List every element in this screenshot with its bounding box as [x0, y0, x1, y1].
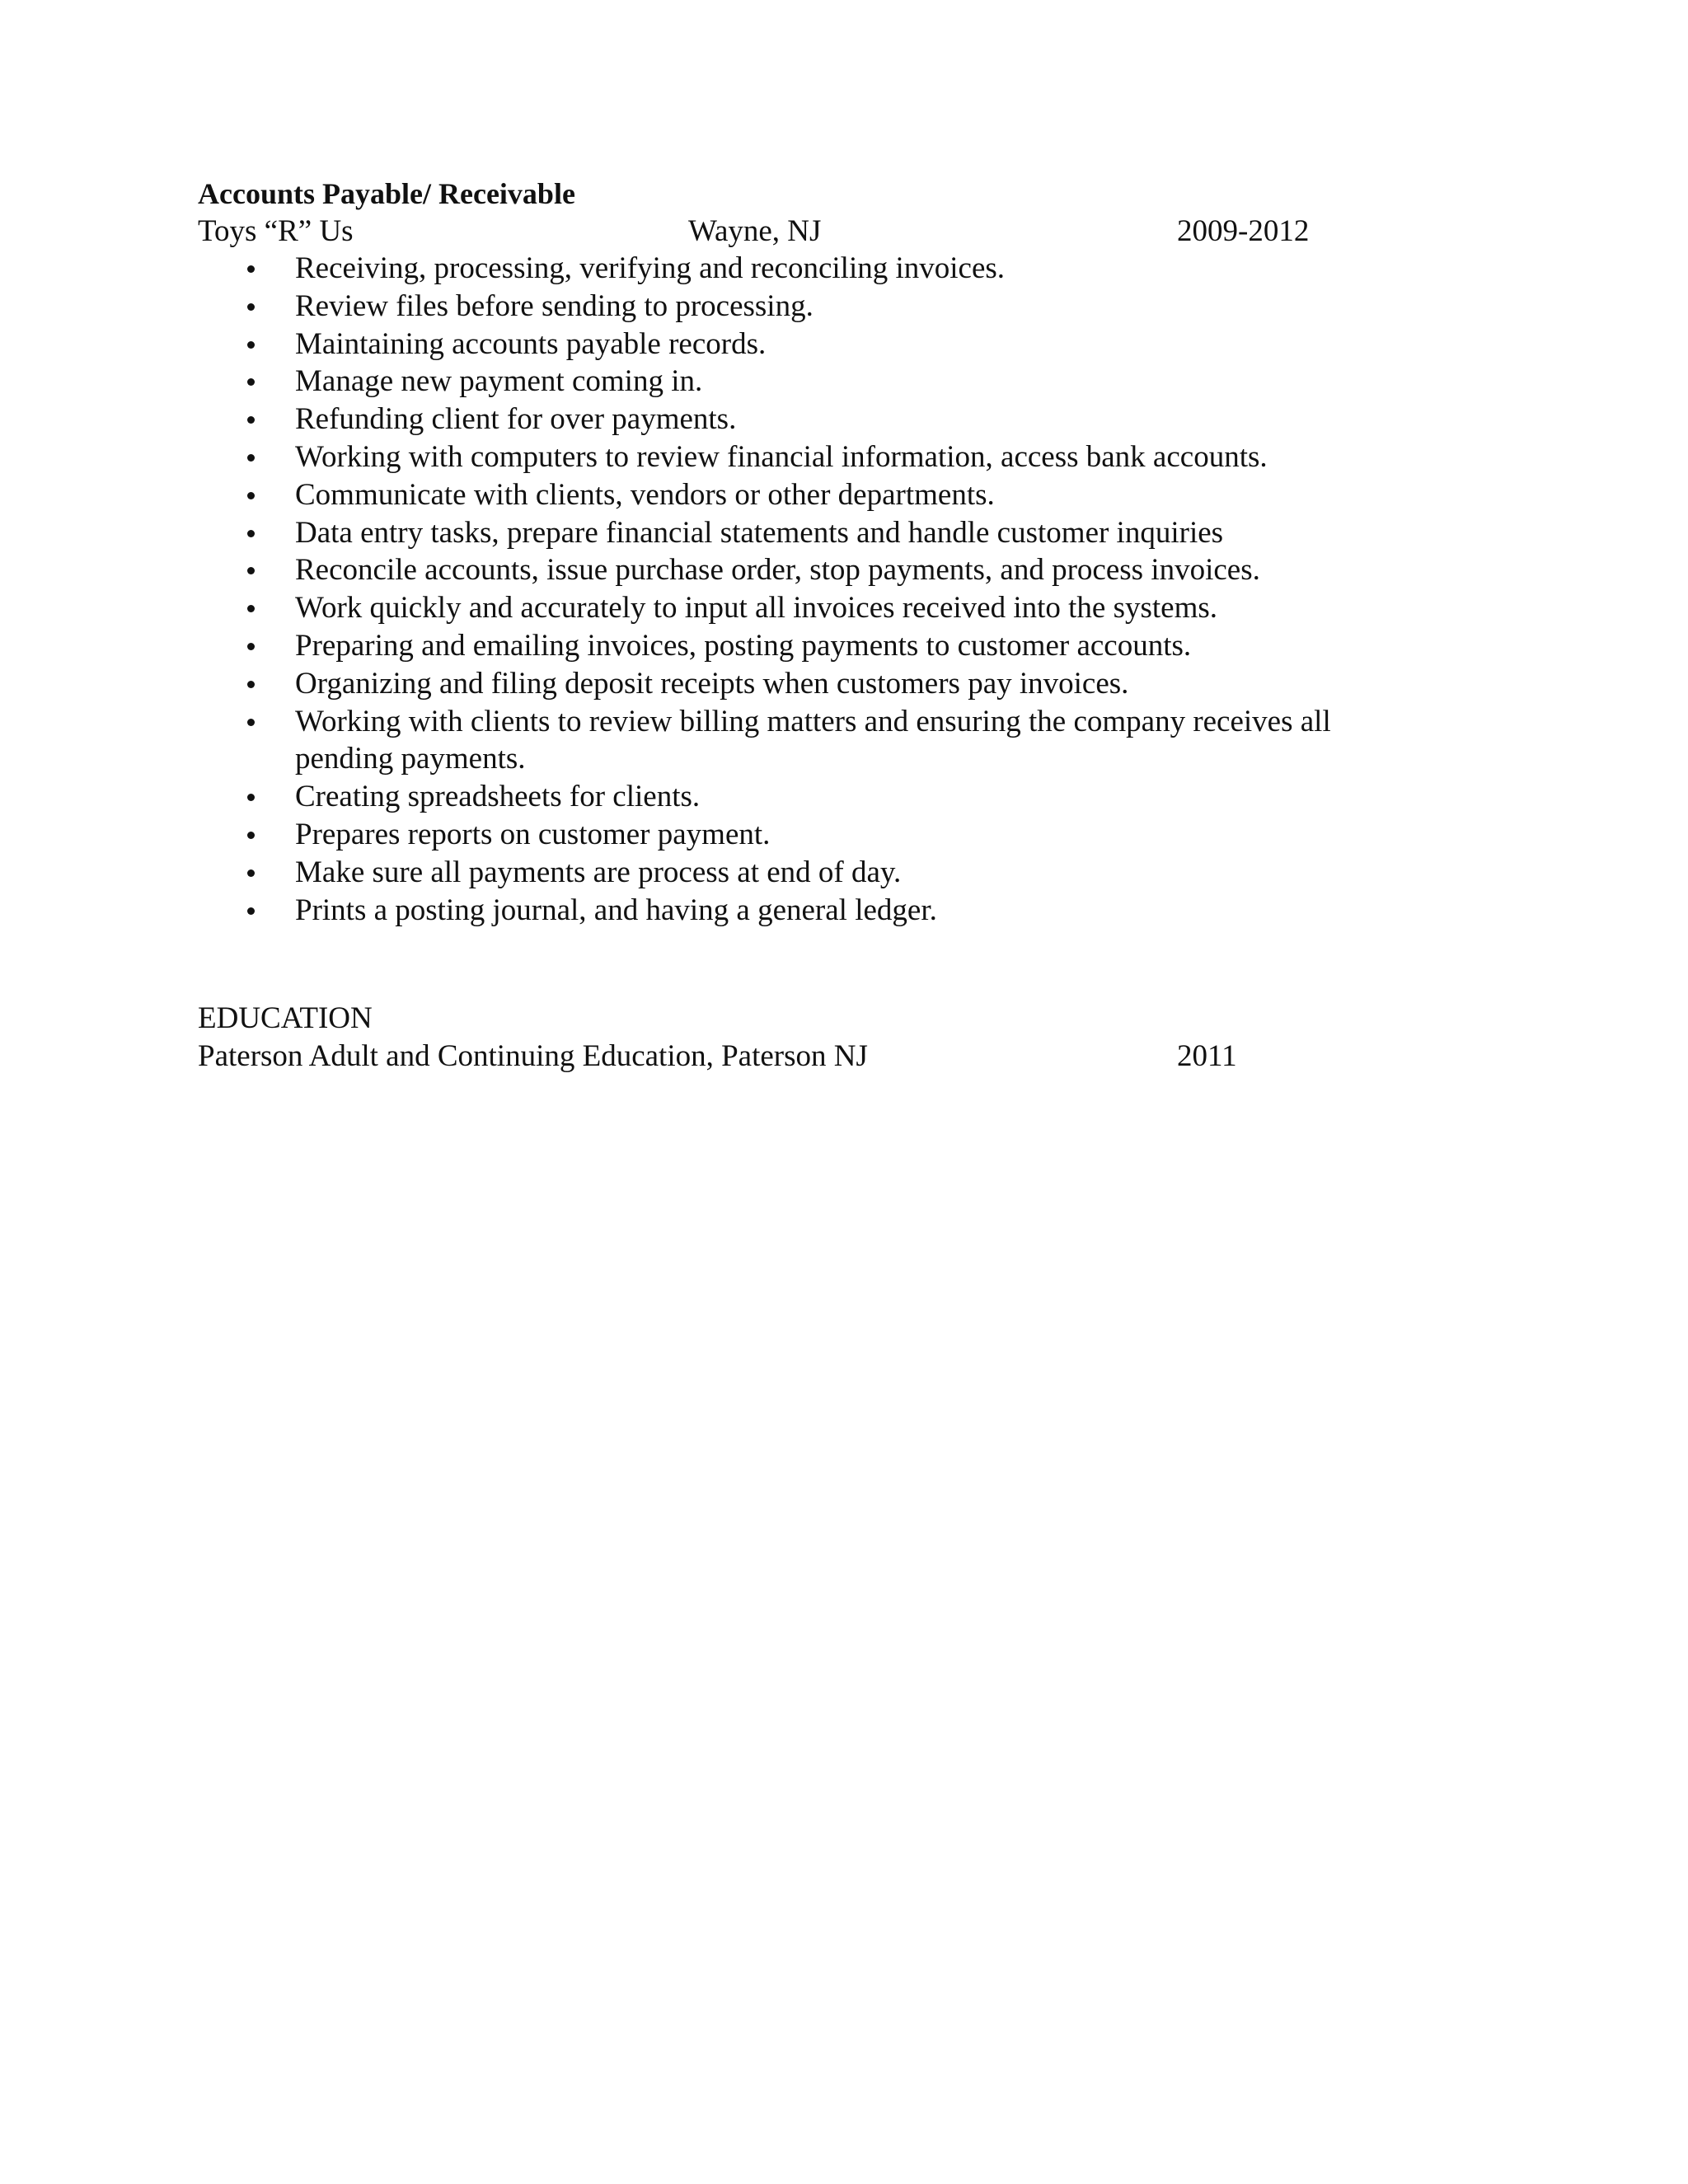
- duty-text: Data entry tasks, prepare financial statements and handle customer inquiries: [295, 515, 1224, 550]
- bullet-icon: [247, 605, 255, 612]
- bullet-icon: [247, 643, 255, 650]
- bullet-icon: [247, 681, 255, 688]
- duty-text: Working with computers to review financial information, access bank accounts.: [295, 439, 1268, 474]
- duty-text: Communicate with clients, vendors or other departments.: [295, 477, 995, 512]
- job-info-row: [198, 213, 1434, 251]
- duty-item: [198, 514, 1409, 552]
- bullet-icon: [247, 492, 255, 499]
- duty-text: Prepares reports on customer payment.: [295, 817, 771, 851]
- bullet-icon: [247, 794, 255, 801]
- duty-item: [198, 892, 1409, 930]
- duty-text: Prints a posting journal, and having a general ledger.: [295, 893, 937, 927]
- duty-item: [198, 476, 1409, 514]
- bullet-icon: [247, 265, 255, 273]
- duties-list: [198, 250, 1409, 929]
- duty-item: [198, 438, 1409, 476]
- duty-item: [198, 363, 1409, 401]
- school-name: Paterson Adult and Continuing Education, Paterson NJ: [198, 1039, 868, 1073]
- duty-item: [198, 854, 1409, 892]
- duty-item: [198, 816, 1409, 854]
- duty-item: [198, 627, 1409, 665]
- duty-text: Make sure all payments are process at end of day.: [295, 855, 902, 889]
- duty-text: Maintaining accounts payable records.: [295, 326, 767, 361]
- employer-name: Toys “R” Us: [198, 214, 354, 248]
- education-row: [198, 1038, 1352, 1076]
- bullet-icon: [247, 454, 255, 462]
- duty-text: Work quickly and accurately to input all invoices received into the systems.: [295, 591, 1218, 626]
- duty-item: [198, 589, 1409, 627]
- duty-item: [198, 551, 1409, 589]
- duty-text: Receiving, processing, verifying and reconciling invoices.: [295, 251, 1006, 285]
- duty-item: [198, 401, 1409, 438]
- bullet-icon: [247, 341, 255, 349]
- bullet-icon: [247, 869, 255, 877]
- bullet-icon: [247, 719, 255, 726]
- duty-text: Working with clients to review billing matters and ensuring the company receives all pending payments.: [295, 704, 1331, 776]
- duty-text: Manage new payment coming in.: [295, 364, 703, 399]
- job-title: Accounts Payable/ Receivable: [198, 177, 575, 210]
- bullet-icon: [247, 907, 255, 915]
- education-heading: EDUCATION: [198, 1001, 373, 1035]
- duty-text: Refunding client for over payments.: [295, 402, 737, 437]
- job-location: Wayne, NJ: [688, 214, 822, 248]
- duty-item: [198, 326, 1409, 363]
- duty-item: [198, 778, 1409, 816]
- bullet-icon: [247, 530, 255, 537]
- duty-item: [198, 250, 1409, 288]
- bullet-icon: [247, 832, 255, 839]
- bullet-icon: [247, 378, 255, 386]
- job-years: 2009-2012: [1177, 214, 1310, 248]
- bullet-icon: [247, 303, 255, 311]
- duty-text: Review files before sending to processing.: [295, 288, 814, 323]
- education-year: 2011: [1177, 1039, 1237, 1073]
- duty-text: Reconcile accounts, issue purchase order, stop payments, and process invoices.: [295, 553, 1260, 588]
- duty-text: Creating spreadsheets for clients.: [295, 780, 701, 814]
- bullet-icon: [247, 567, 255, 574]
- duty-item: [198, 288, 1409, 326]
- bullet-icon: [247, 416, 255, 424]
- duty-item: [198, 703, 1409, 779]
- duty-text: Preparing and emailing invoices, posting payments to customer accounts.: [295, 628, 1192, 663]
- duty-text: Organizing and filing deposit receipts when customers pay invoices.: [295, 666, 1129, 701]
- duty-item: [198, 665, 1409, 703]
